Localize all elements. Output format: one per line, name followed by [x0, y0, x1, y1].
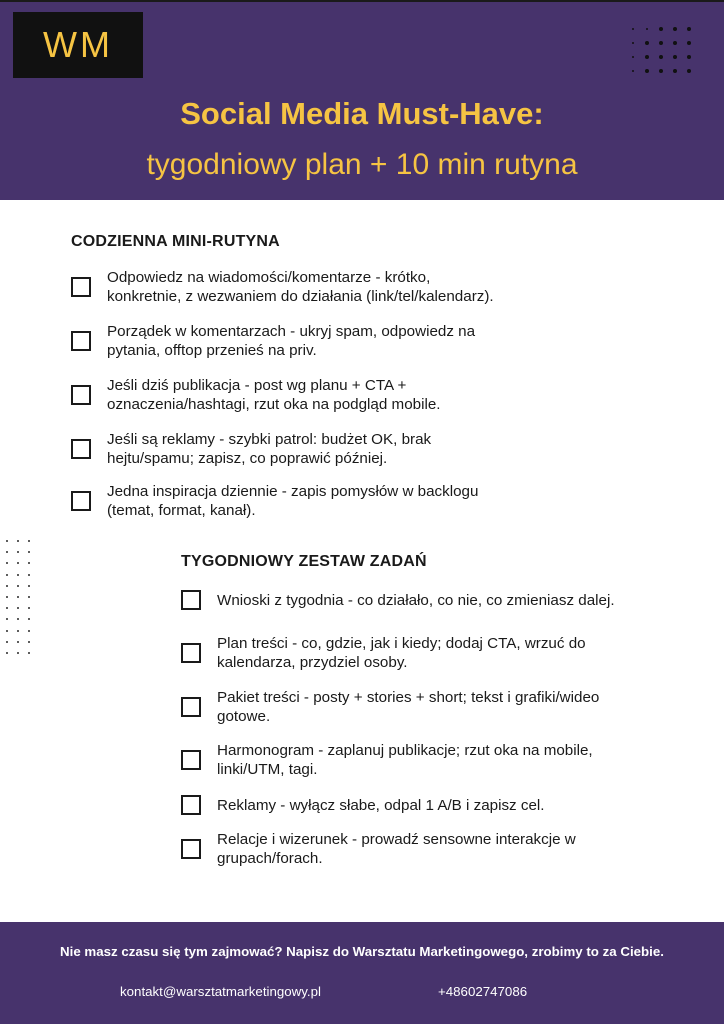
daily-task-5 — [71, 482, 478, 520]
weekly-section-title: TYGODNIOWY ZESTAW ZADAŃ — [181, 553, 427, 570]
checkbox[interactable] — [71, 491, 91, 511]
weekly-task-4 — [181, 741, 593, 779]
task-text: Wnioski z tygodnia - co działało, co nie, co zmieniasz dalej. — [217, 591, 615, 609]
checkbox[interactable] — [181, 643, 201, 663]
checkbox[interactable] — [181, 839, 201, 859]
checkbox[interactable] — [181, 590, 201, 610]
decorative-dots-left — [6, 540, 39, 663]
task-text: Porządek w komentarzach - ukryj spam, odpowiedz na pytania, offtop przenieś na priv. — [107, 323, 476, 359]
daily-section-title: CODZIENNA MINI-RUTYNA — [71, 233, 280, 250]
contact-phone-link[interactable]: +48602747086 — [438, 984, 528, 999]
page-subtitle: tygodniowy plan + 10 min rutyna — [146, 148, 578, 181]
task-text: Plan treści - co, gdzie, jak i kiedy; dodaj CTA, wrzuć do kalendarza, przydziel osoby. — [217, 635, 586, 671]
task-text: Pakiet treści - posty + stories + short; tekst i grafiki/wideo gotowe. — [217, 689, 600, 725]
daily-task-4 — [71, 430, 431, 468]
logo — [13, 12, 143, 78]
task-text: Relacje i wizerunek - prowadź sensowne interakcje w grupach/forach. — [217, 831, 576, 867]
checkbox[interactable] — [71, 331, 91, 351]
weekly-task-2 — [181, 634, 586, 672]
weekly-task-3 — [181, 688, 599, 726]
task-text: Odpowiedz na wiadomości/komentarze - krótko, konkretnie, z wezwaniem do działania (link/tel/kalendarz). — [107, 269, 494, 305]
checkbox[interactable] — [71, 439, 91, 459]
page-title: Social Media Must-Have: — [180, 96, 544, 131]
task-text: Jeśli są reklamy - szybki patrol: budżet OK, brak hejtu/spamu; zapisz, co poprawić później. — [107, 431, 432, 467]
task-text: Harmonogram - zaplanuj publikacje; rzut oka na mobile, linki/UTM, tagi. — [217, 742, 593, 778]
decorative-dots-top-right — [626, 22, 696, 78]
checkbox[interactable] — [71, 385, 91, 405]
checkbox[interactable] — [181, 750, 201, 770]
weekly-task-5 — [181, 795, 545, 815]
checkbox[interactable] — [71, 277, 91, 297]
task-text: Reklamy - wyłącz słabe, odpal 1 A/B i zapisz cel. — [217, 796, 545, 814]
footer-cta-text: Nie masz czasu się tym zajmować? Napisz do Warsztatu Marketingowego, zrobimy to za Ciebie. — [60, 944, 664, 959]
daily-task-1 — [71, 268, 494, 306]
logo-text: WM — [43, 24, 113, 65]
task-text: Jedna inspiracja dziennie - zapis pomysłów w backlogu (temat, format, kanał). — [107, 483, 479, 519]
weekly-task-6 — [181, 830, 576, 868]
footer-banner — [0, 922, 724, 1024]
checkbox[interactable] — [181, 697, 201, 717]
contact-email-link[interactable]: kontakt@warsztatmarketingowy.pl — [120, 984, 321, 999]
daily-task-2 — [71, 322, 475, 360]
checkbox[interactable] — [181, 795, 201, 815]
header-banner — [0, 2, 724, 200]
weekly-task-1 — [181, 590, 615, 610]
daily-task-3 — [71, 376, 441, 414]
task-text: Jeśli dziś publikacja - post wg planu + CTA + oznaczenia/hashtagi, rzut oka na podgląd mobile. — [107, 377, 441, 413]
